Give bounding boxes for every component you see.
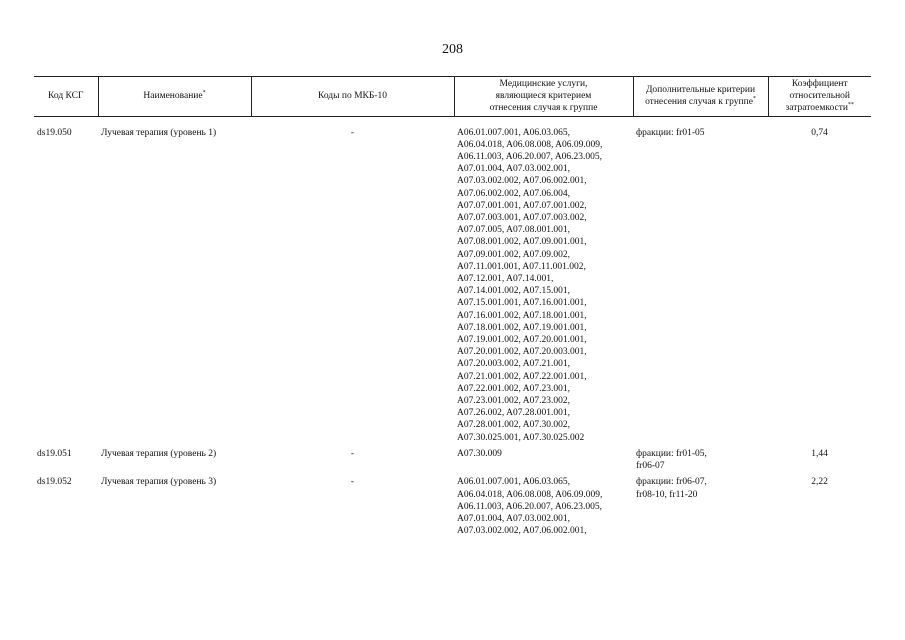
criteria-line: fr08-10, fr11-20 <box>636 489 698 500</box>
service-codes-line: A07.12.001, A07.14.001, <box>457 274 554 285</box>
service-codes-line: A07.07.003.001, A07.07.003.002, <box>457 213 587 224</box>
table-row <box>34 127 871 444</box>
ksg-name-cell: Лучевая терапия (уровень 3) <box>101 477 217 488</box>
ksg-code-cell: ds19.052 <box>37 477 72 488</box>
service-codes-line: A07.19.001.002, A07.20.001.001, <box>457 335 587 346</box>
service-codes-line: A07.03.002.002, A07.06.002.001, <box>457 176 587 187</box>
ksg-name-cell: Лучевая терапия (уровень 2) <box>101 448 217 459</box>
service-codes-line: A07.09.001.002, A07.09.002, <box>457 249 570 260</box>
table-header-row <box>34 77 871 117</box>
service-codes-line: A06.04.018, A06.08.008, A06.09.009, <box>457 139 603 150</box>
criteria-line: фракции: fr01-05 <box>636 127 705 138</box>
header-criteria: Дополнительные критерии отнесения случая к группе* <box>633 77 768 117</box>
mkb-codes-cell: - <box>350 127 355 138</box>
criteria-line: fr06-07 <box>636 461 665 472</box>
service-codes-line: A07.23.001.002, A07.23.002, <box>457 396 570 407</box>
service-codes-line: A07.26.002, A07.28.001.001, <box>457 408 570 419</box>
service-codes-line: A07.14.001.002, A07.15.001, <box>457 286 570 297</box>
criteria-cell <box>633 127 768 444</box>
header-code: Код КСГ <box>34 77 98 117</box>
service-codes-line: A07.15.001.001, A07.16.001.001, <box>457 298 587 309</box>
service-codes-line: A07.11.001.001, A07.11.001.002, <box>457 261 586 272</box>
ksg-code-cell: ds19.051 <box>37 448 72 459</box>
service-codes-line: A07.30.025.001, A07.30.025.002 <box>457 432 585 443</box>
header-mkb: Коды по МКБ-10 <box>251 77 454 117</box>
criteria-cell <box>633 448 768 472</box>
service-codes-line: A07.06.002.002, A07.06.004, <box>457 188 570 199</box>
service-codes-line: A06.01.007.001, A06.03.065, <box>457 477 570 488</box>
services-cell <box>454 448 633 472</box>
coefficient-cell: 2,22 <box>811 477 828 488</box>
service-codes-line: A07.08.001.002, A07.09.001.001, <box>457 237 587 248</box>
header-coef-footnote-mark: ** <box>847 102 854 109</box>
criteria-line: фракции: fr06-07, <box>636 477 707 488</box>
coefficient-cell: 0,74 <box>811 127 828 138</box>
header-criteria-footnote-mark: * <box>752 96 756 103</box>
services-cell <box>454 476 633 537</box>
header-name-footnote-mark: * <box>202 90 206 97</box>
header-services: Медицинские услуги, являющиеся критерием отнесения случая к группе <box>454 77 633 117</box>
service-codes-line: A06.04.018, A06.08.008, A06.09.009, <box>457 489 603 500</box>
table-row <box>34 448 871 472</box>
header-coef: Коэффициент относительной затратоемкости** <box>768 77 871 117</box>
service-codes-line: A07.07.001.001, A07.07.001.002, <box>457 200 587 211</box>
services-cell <box>454 127 633 444</box>
service-codes-line: A07.01.004, A07.03.002.001, <box>457 164 570 175</box>
service-codes-line: A07.03.002.002, A07.06.002.001, <box>457 526 587 537</box>
table-row <box>34 476 871 537</box>
mkb-codes-cell: - <box>350 477 355 488</box>
criteria-cell <box>633 476 768 537</box>
service-codes-line: A07.21.001.002, A07.22.001.001, <box>457 371 587 382</box>
table-body <box>34 116 871 537</box>
service-codes-line: A07.30.009 <box>457 448 502 459</box>
header-name: Наименование* <box>98 77 251 117</box>
service-codes-line: A07.20.001.002, A07.20.003.001, <box>457 347 587 358</box>
criteria-line: фракции: fr01-05, <box>636 448 707 459</box>
service-codes-line: A06.11.003, A06.20.007, A06.23.005, <box>457 152 603 163</box>
service-codes-line: A07.01.004, A07.03.002.001, <box>457 513 570 524</box>
page-number: 208 <box>442 42 463 57</box>
service-codes-line: A06.01.007.001, A06.03.065, <box>457 127 570 138</box>
service-codes-line: A07.18.001.002, A07.19.001.001, <box>457 322 587 333</box>
coefficient-cell: 1,44 <box>811 448 828 459</box>
ksg-code-cell: ds19.050 <box>37 127 72 138</box>
service-codes-line: A06.11.003, A06.20.007, A06.23.005, <box>457 501 603 512</box>
service-codes-line: A07.07.005, A07.08.001.001, <box>457 225 570 236</box>
ksg-table <box>34 76 871 537</box>
mkb-codes-cell: - <box>350 448 355 459</box>
service-codes-line: A07.28.001.002, A07.30.002, <box>457 420 570 431</box>
service-codes-line: A07.22.001.002, A07.23.001, <box>457 383 570 394</box>
service-codes-line: A07.16.001.002, A07.18.001.001, <box>457 310 587 321</box>
service-codes-line: A07.20.003.002, A07.21.001, <box>457 359 570 370</box>
ksg-name-cell: Лучевая терапия (уровень 1) <box>101 127 217 138</box>
